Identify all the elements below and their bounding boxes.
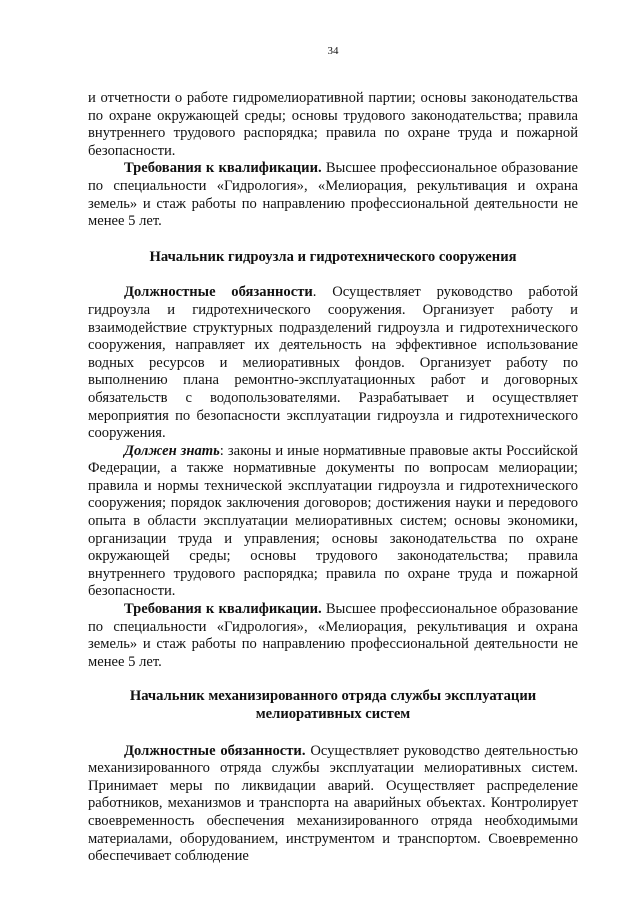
duties-lead: Должностные обязанности: [124, 284, 313, 301]
must-know-text: : законы и иные нормативные правовые акты Российской Федерации, а также нормативные документы по вопросам мелиорации; правила и нормы технической эксплуатации гидроузла и гидротехнического сооружения; порядок заключения договоров; достижения науки и передового опыта в области эксплуатации мелиоративных систем; основы экономики, организации труда и управления; основы законодательства по охране окружающей среды; основы трудового законодательства; правила внутреннего трудового распорядка; правила по охране труда и пожарной безопасности.: [88, 442, 578, 600]
duties-text: . Осуществляет руководство работой гидроузла и гидротехнического сооружения. Организует работу и взаимодействие структурных подразделений гидроузла и гидротехнического сооружения, направляет их деятельность на эффективное использование водных ресурсов и мелиоративных фондов. Организует работу по выполнению плана ремонтно-эксплуатационных работ и договорных обязательств с водопользователями. Разрабатывает и осуществляет мероприятия по безопасности эксплуатации гидроузла и гидротехнического сооружения.: [88, 284, 579, 442]
paragraph-qualification-1: [88, 160, 578, 230]
section-heading-line-1: Начальник механизированного отряда службы эксплуатации: [129, 688, 537, 705]
qualification-lead: Требования к квалификации.: [124, 601, 322, 618]
section-heading-mechanized-unit: [88, 688, 578, 723]
must-know-lead: Должен знать: [124, 442, 220, 459]
paragraph-continued: и отчетности о работе гидромелиоративной партии; основы законодательства по охране окружающей среды; основы трудового законодательства; правила внутреннего трудового распорядка; правила по охране труда и пожарной безопасности.: [88, 90, 578, 159]
paragraph-duties-mechanized: [88, 743, 578, 866]
section-heading-hydro-node: Начальник гидроузла и гидротехнического сооружения: [149, 248, 517, 265]
qualification-lead: Требования к квалификации.: [124, 160, 322, 177]
duties-text: Осуществляет руководство деятельностью механизированного отряда службы эксплуатации мелиоративных систем. Принимает меры по ликвидации аварий. Осуществляет распределение работников, механизмов и транспорта на аварийных объектах. Контролирует своевременность обеспечения механизированного отряда необходимыми материалами, оборудованием, инструментом и транспортом. Своевременно обеспечивает соблюдение: [88, 742, 578, 865]
paragraph-must-know-hydro: [88, 443, 578, 601]
section-heading-line-2: мелиоративных систем: [255, 706, 411, 722]
paragraph-qualification-2: [88, 601, 578, 671]
qualification-text: Высшее профессиональное образование по специальности «Гидрология», «Мелиорация, рекультивация и охрана земель» и стаж работы по направлению профессиональной деятельности не менее 5 лет.: [88, 601, 578, 670]
paragraph-duties-hydro: [88, 284, 578, 442]
qualification-text: Высшее профессиональное образование по специальности «Гидрология», «Мелиорация, рекультивация и охрана земель» и стаж работы по направлению профессиональной деятельности не менее 5 лет.: [88, 160, 578, 230]
page-number: 34: [327, 45, 339, 57]
duties-lead: Должностные обязанности.: [124, 742, 306, 759]
